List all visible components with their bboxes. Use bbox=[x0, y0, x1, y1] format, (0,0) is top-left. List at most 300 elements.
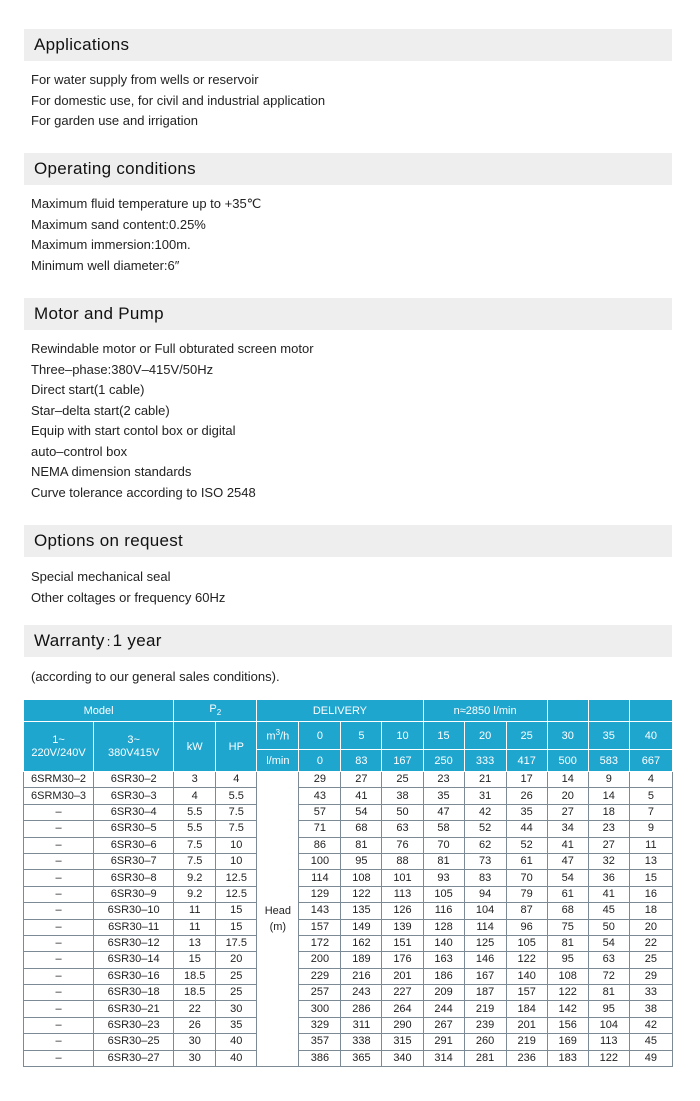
head-value-cell: 54 bbox=[341, 804, 382, 820]
head-value-cell: 95 bbox=[547, 952, 588, 968]
motor-list bbox=[31, 339, 314, 503]
flow-m3h: 0 bbox=[299, 722, 341, 750]
head-value-cell: 122 bbox=[547, 985, 588, 1001]
head-value-cell: 38 bbox=[382, 788, 423, 804]
hp-cell: 17.5 bbox=[216, 935, 257, 951]
header-blank bbox=[547, 700, 588, 722]
model-3ph-cell: 6SR30–21 bbox=[94, 1001, 174, 1017]
flow-lmin: 333 bbox=[464, 750, 506, 772]
model-3ph-cell: 6SR30–16 bbox=[94, 968, 174, 984]
kw-cell: 30 bbox=[174, 1050, 216, 1066]
list-item: Maximum immersion:100m. bbox=[31, 237, 191, 252]
head-value-cell: 315 bbox=[382, 1034, 423, 1050]
list-item: Three–phase:380V–415V/50Hz bbox=[31, 361, 214, 377]
warranty-title: Warranty bbox=[34, 631, 105, 650]
head-value-cell: 157 bbox=[299, 919, 341, 935]
kw-cell: 5.5 bbox=[174, 804, 216, 820]
list-item: NEMA dimension standards bbox=[31, 464, 192, 479]
head-value-cell: 365 bbox=[341, 1050, 382, 1066]
flow-m3h: 15 bbox=[423, 722, 464, 750]
flow-m3h: 25 bbox=[506, 722, 547, 750]
head-label: Head bbox=[264, 905, 291, 918]
head-value-cell: 88 bbox=[382, 853, 423, 869]
head-value-cell: 81 bbox=[547, 935, 588, 951]
head-value-cell: 68 bbox=[547, 903, 588, 919]
table-row bbox=[24, 837, 673, 853]
head-value-cell: 340 bbox=[382, 1050, 423, 1066]
head-value-cell: 31 bbox=[464, 788, 506, 804]
head-value-cell: 140 bbox=[423, 935, 464, 951]
head-value-cell: 83 bbox=[464, 870, 506, 886]
list-item: Maximum sand content:0.25% bbox=[31, 216, 206, 232]
hp-cell: 10 bbox=[216, 837, 257, 853]
head-value-cell: 219 bbox=[506, 1034, 547, 1050]
table-row bbox=[24, 1034, 673, 1050]
head-value-cell: 93 bbox=[423, 870, 464, 886]
head-unit: (m) bbox=[269, 921, 287, 934]
head-value-cell: 201 bbox=[382, 968, 423, 984]
head-value-cell: 61 bbox=[506, 853, 547, 869]
head-value-cell: 125 bbox=[464, 935, 506, 951]
flow-m3h: 5 bbox=[341, 722, 382, 750]
head-value-cell: 290 bbox=[382, 1017, 423, 1033]
kw-cell: 7.5 bbox=[174, 837, 216, 853]
head-value-cell: 357 bbox=[299, 1034, 341, 1050]
head-value-cell: 169 bbox=[547, 1034, 588, 1050]
head-value-cell: 128 bbox=[423, 919, 464, 935]
head-value-cell: 157 bbox=[506, 985, 547, 1001]
hp-cell: 30 bbox=[216, 1001, 257, 1017]
head-value-cell: 18 bbox=[629, 903, 672, 919]
applications-title: Applications bbox=[34, 35, 130, 54]
head-value-cell: 14 bbox=[588, 788, 629, 804]
model-1ph-cell: – bbox=[24, 952, 94, 968]
hp-cell: 25 bbox=[216, 968, 257, 984]
head-value-cell: 38 bbox=[629, 1001, 672, 1017]
operating-header bbox=[24, 153, 672, 185]
head-value-cell: 47 bbox=[423, 804, 464, 820]
head-value-cell: 186 bbox=[423, 968, 464, 984]
flow-lmin: 250 bbox=[423, 750, 464, 772]
head-value-cell: 219 bbox=[464, 1001, 506, 1017]
head-value-cell: 50 bbox=[588, 919, 629, 935]
head-value-cell: 35 bbox=[506, 804, 547, 820]
head-value-cell: 41 bbox=[588, 886, 629, 902]
head-value-cell: 9 bbox=[588, 772, 629, 788]
model-1ph-cell: – bbox=[24, 821, 94, 837]
model-3ph-cell: 6SR30–18 bbox=[94, 985, 174, 1001]
hp-cell: 35 bbox=[216, 1017, 257, 1033]
head-value-cell: 163 bbox=[423, 952, 464, 968]
options-list bbox=[31, 567, 225, 608]
kw-header: kW bbox=[174, 722, 216, 772]
model-3ph-cell: 6SR30–23 bbox=[94, 1017, 174, 1033]
head-unit-cell bbox=[257, 772, 299, 1067]
table-row bbox=[24, 968, 673, 984]
model-1ph-cell: – bbox=[24, 1001, 94, 1017]
flow-m3h: 35 bbox=[588, 722, 629, 750]
list-item: For domestic use, for civil and industrial application bbox=[31, 92, 326, 108]
hp-cell: 7.5 bbox=[216, 821, 257, 837]
kw-cell: 15 bbox=[174, 952, 216, 968]
model-3ph-cell: 6SR30–25 bbox=[94, 1034, 174, 1050]
head-value-cell: 113 bbox=[588, 1034, 629, 1050]
hp-cell: 12.5 bbox=[216, 870, 257, 886]
head-value-cell: 311 bbox=[341, 1017, 382, 1033]
delivery-header: DELIVERY bbox=[257, 700, 423, 722]
head-value-cell: 45 bbox=[588, 903, 629, 919]
hp-cell: 7.5 bbox=[216, 804, 257, 820]
model-header: Model bbox=[24, 700, 174, 722]
head-value-cell: 227 bbox=[382, 985, 423, 1001]
head-value-cell: 62 bbox=[464, 837, 506, 853]
list-item: Star–delta start(2 cable) bbox=[31, 402, 170, 418]
hp-cell: 40 bbox=[216, 1034, 257, 1050]
head-value-cell: 14 bbox=[547, 772, 588, 788]
head-value-cell: 129 bbox=[299, 886, 341, 902]
model-3ph-cell: 6SR30–10 bbox=[94, 903, 174, 919]
head-value-cell: 172 bbox=[299, 935, 341, 951]
head-value-cell: 201 bbox=[506, 1017, 547, 1033]
hp-cell: 40 bbox=[216, 1050, 257, 1066]
table-row bbox=[24, 788, 673, 804]
head-value-cell: 95 bbox=[341, 853, 382, 869]
head-value-cell: 57 bbox=[299, 804, 341, 820]
head-value-cell: 54 bbox=[547, 870, 588, 886]
head-value-cell: 126 bbox=[382, 903, 423, 919]
head-value-cell: 291 bbox=[423, 1034, 464, 1050]
model-1ph-cell: – bbox=[24, 853, 94, 869]
head-value-cell: 286 bbox=[341, 1001, 382, 1017]
model-3ph-cell: 6SR30–2 bbox=[94, 772, 174, 788]
head-value-cell: 105 bbox=[506, 935, 547, 951]
kw-cell: 3 bbox=[174, 772, 216, 788]
head-value-cell: 41 bbox=[547, 837, 588, 853]
operating-title: Operating conditions bbox=[34, 159, 196, 178]
head-value-cell: 386 bbox=[299, 1050, 341, 1066]
head-value-cell: 63 bbox=[382, 821, 423, 837]
head-value-cell: 142 bbox=[547, 1001, 588, 1017]
flow-m3h: 20 bbox=[464, 722, 506, 750]
hp-cell: 15 bbox=[216, 919, 257, 935]
table-row bbox=[24, 1050, 673, 1066]
kw-cell: 22 bbox=[174, 1001, 216, 1017]
head-value-cell: 27 bbox=[588, 837, 629, 853]
head-value-cell: 187 bbox=[464, 985, 506, 1001]
kw-cell: 9.2 bbox=[174, 886, 216, 902]
head-value-cell: 229 bbox=[299, 968, 341, 984]
model-3ph-cell: 6SR30–5 bbox=[94, 821, 174, 837]
head-value-cell: 4 bbox=[629, 772, 672, 788]
flow-lmin: 417 bbox=[506, 750, 547, 772]
single-phase-header: 1~ 220V/240V bbox=[24, 722, 94, 772]
motor-title: Motor and Pump bbox=[34, 304, 164, 323]
head-value-cell: 176 bbox=[382, 952, 423, 968]
warranty-header bbox=[24, 625, 672, 657]
hp-header: HP bbox=[216, 722, 257, 772]
head-value-cell: 81 bbox=[588, 985, 629, 1001]
head-value-cell: 70 bbox=[423, 837, 464, 853]
model-1ph-cell: – bbox=[24, 870, 94, 886]
flow-m3h: 40 bbox=[629, 722, 672, 750]
head-value-cell: 105 bbox=[423, 886, 464, 902]
head-value-cell: 72 bbox=[588, 968, 629, 984]
flow-lmin: 0 bbox=[299, 750, 341, 772]
head-value-cell: 236 bbox=[506, 1050, 547, 1066]
flow-lmin: 583 bbox=[588, 750, 629, 772]
head-value-cell: 15 bbox=[629, 870, 672, 886]
list-item: Equip with start contol box or digital bbox=[31, 423, 236, 438]
head-value-cell: 244 bbox=[423, 1001, 464, 1017]
model-1ph-cell: – bbox=[24, 935, 94, 951]
warranty-title-separator: : bbox=[106, 634, 111, 649]
list-item: Direct start(1 cable) bbox=[31, 382, 145, 397]
head-value-cell: 260 bbox=[464, 1034, 506, 1050]
head-value-cell: 101 bbox=[382, 870, 423, 886]
head-value-cell: 94 bbox=[464, 886, 506, 902]
head-value-cell: 183 bbox=[547, 1050, 588, 1066]
head-value-cell: 104 bbox=[588, 1017, 629, 1033]
table-row bbox=[24, 935, 673, 951]
head-value-cell: 139 bbox=[382, 919, 423, 935]
list-item: Minimum well diameter:6″ bbox=[31, 257, 180, 273]
head-value-cell: 22 bbox=[629, 935, 672, 951]
table-row bbox=[24, 804, 673, 820]
head-value-cell: 17 bbox=[506, 772, 547, 788]
kw-cell: 5.5 bbox=[174, 821, 216, 837]
head-value-cell: 267 bbox=[423, 1017, 464, 1033]
model-3ph-cell: 6SR30–4 bbox=[94, 804, 174, 820]
head-value-cell: 96 bbox=[506, 919, 547, 935]
head-value-cell: 104 bbox=[464, 903, 506, 919]
head-value-cell: 63 bbox=[588, 952, 629, 968]
head-value-cell: 156 bbox=[547, 1017, 588, 1033]
head-value-cell: 54 bbox=[588, 935, 629, 951]
flow-lmin: 167 bbox=[382, 750, 423, 772]
table-row bbox=[24, 870, 673, 886]
model-3ph-cell: 6SR30–12 bbox=[94, 935, 174, 951]
head-value-cell: 58 bbox=[423, 821, 464, 837]
hp-cell: 5.5 bbox=[216, 788, 257, 804]
head-value-cell: 151 bbox=[382, 935, 423, 951]
head-value-cell: 114 bbox=[299, 870, 341, 886]
head-value-cell: 35 bbox=[423, 788, 464, 804]
head-value-cell: 61 bbox=[547, 886, 588, 902]
list-item: Maximum fluid temperature up to +35℃ bbox=[31, 196, 262, 211]
warranty-title-value: 1 year bbox=[112, 631, 162, 650]
header-blank bbox=[629, 700, 672, 722]
head-value-cell: 52 bbox=[464, 821, 506, 837]
head-value-cell: 239 bbox=[464, 1017, 506, 1033]
hp-cell: 4 bbox=[216, 772, 257, 788]
kw-cell: 30 bbox=[174, 1034, 216, 1050]
model-1ph-cell: – bbox=[24, 1034, 94, 1050]
model-1ph-cell: – bbox=[24, 968, 94, 984]
table-row bbox=[24, 985, 673, 1001]
head-value-cell: 21 bbox=[464, 772, 506, 788]
head-value-cell: 25 bbox=[629, 952, 672, 968]
model-3ph-cell: 6SR30–3 bbox=[94, 788, 174, 804]
head-value-cell: 81 bbox=[341, 837, 382, 853]
head-value-cell: 27 bbox=[341, 772, 382, 788]
head-value-cell: 36 bbox=[588, 870, 629, 886]
head-value-cell: 49 bbox=[629, 1050, 672, 1066]
head-value-cell: 140 bbox=[506, 968, 547, 984]
kw-cell: 18.5 bbox=[174, 985, 216, 1001]
hp-cell: 12.5 bbox=[216, 886, 257, 902]
options-header bbox=[24, 525, 672, 557]
table-row bbox=[24, 821, 673, 837]
head-value-cell: 41 bbox=[341, 788, 382, 804]
head-value-cell: 23 bbox=[588, 821, 629, 837]
model-1ph-cell: – bbox=[24, 886, 94, 902]
head-value-cell: 200 bbox=[299, 952, 341, 968]
table-row bbox=[24, 952, 673, 968]
head-value-cell: 25 bbox=[382, 772, 423, 788]
table-row bbox=[24, 919, 673, 935]
kw-cell: 26 bbox=[174, 1017, 216, 1033]
kw-cell: 9.2 bbox=[174, 870, 216, 886]
applications-list bbox=[31, 70, 325, 132]
kw-cell: 4 bbox=[174, 788, 216, 804]
table-body bbox=[24, 772, 673, 1067]
head-value-cell: 13 bbox=[629, 853, 672, 869]
flow-m3h: 10 bbox=[382, 722, 423, 750]
head-value-cell: 257 bbox=[299, 985, 341, 1001]
power-header: $P_2$ bbox=[174, 700, 257, 722]
kw-cell: 7.5 bbox=[174, 853, 216, 869]
head-value-cell: 20 bbox=[547, 788, 588, 804]
head-value-cell: 71 bbox=[299, 821, 341, 837]
head-value-cell: 135 bbox=[341, 903, 382, 919]
motor-header bbox=[24, 298, 672, 330]
performance-table bbox=[23, 699, 673, 1067]
table-row bbox=[24, 772, 673, 788]
model-1ph-cell: 6SRM30–2 bbox=[24, 772, 94, 788]
list-item: auto–control box bbox=[31, 443, 128, 459]
head-value-cell: 86 bbox=[299, 837, 341, 853]
flow-lmin: 500 bbox=[547, 750, 588, 772]
head-value-cell: 189 bbox=[341, 952, 382, 968]
model-1ph-cell: – bbox=[24, 919, 94, 935]
table-row bbox=[24, 853, 673, 869]
head-value-cell: 9 bbox=[629, 821, 672, 837]
head-value-cell: 116 bbox=[423, 903, 464, 919]
warranty-list bbox=[31, 667, 280, 688]
head-value-cell: 34 bbox=[547, 821, 588, 837]
head-value-cell: 184 bbox=[506, 1001, 547, 1017]
kw-cell: 11 bbox=[174, 919, 216, 935]
model-3ph-cell: 6SR30–14 bbox=[94, 952, 174, 968]
head-value-cell: 209 bbox=[423, 985, 464, 1001]
head-value-cell: 281 bbox=[464, 1050, 506, 1066]
head-value-cell: 52 bbox=[506, 837, 547, 853]
model-1ph-cell: 6SRM30–3 bbox=[24, 788, 94, 804]
head-value-cell: 114 bbox=[464, 919, 506, 935]
speed-header: n≈2850 l/min bbox=[423, 700, 547, 722]
head-value-cell: 314 bbox=[423, 1050, 464, 1066]
flow-lmin: 83 bbox=[341, 750, 382, 772]
head-value-cell: 75 bbox=[547, 919, 588, 935]
model-1ph-cell: – bbox=[24, 837, 94, 853]
head-value-cell: 143 bbox=[299, 903, 341, 919]
head-value-cell: 42 bbox=[464, 804, 506, 820]
head-value-cell: 43 bbox=[299, 788, 341, 804]
head-value-cell: 11 bbox=[629, 837, 672, 853]
head-value-cell: 47 bbox=[547, 853, 588, 869]
operating-list bbox=[31, 194, 261, 276]
model-3ph-cell: 6SR30–27 bbox=[94, 1050, 174, 1066]
head-value-cell: 122 bbox=[506, 952, 547, 968]
hp-cell: 20 bbox=[216, 952, 257, 968]
model-3ph-cell: 6SR30–6 bbox=[94, 837, 174, 853]
kw-cell: 18.5 bbox=[174, 968, 216, 984]
head-value-cell: 100 bbox=[299, 853, 341, 869]
head-value-cell: 122 bbox=[341, 886, 382, 902]
applications-header bbox=[24, 29, 672, 61]
head-value-cell: 113 bbox=[382, 886, 423, 902]
head-value-cell: 76 bbox=[382, 837, 423, 853]
list-item: (according to our general sales conditions). bbox=[31, 669, 280, 684]
head-value-cell: 16 bbox=[629, 886, 672, 902]
options-title: Options on request bbox=[34, 531, 184, 550]
head-value-cell: 300 bbox=[299, 1001, 341, 1017]
head-value-cell: 68 bbox=[341, 821, 382, 837]
head-value-cell: 33 bbox=[629, 985, 672, 1001]
head-value-cell: 32 bbox=[588, 853, 629, 869]
head-value-cell: 146 bbox=[464, 952, 506, 968]
table-row bbox=[24, 886, 673, 902]
head-value-cell: 81 bbox=[423, 853, 464, 869]
head-value-cell: 23 bbox=[423, 772, 464, 788]
head-value-cell: 216 bbox=[341, 968, 382, 984]
list-item: Rewindable motor or Full obturated screen motor bbox=[31, 341, 314, 356]
model-1ph-cell: – bbox=[24, 903, 94, 919]
head-value-cell: 73 bbox=[464, 853, 506, 869]
kw-cell: 11 bbox=[174, 903, 216, 919]
flow-m3h: 30 bbox=[547, 722, 588, 750]
flow-lmin: 667 bbox=[629, 750, 672, 772]
table-row bbox=[24, 903, 673, 919]
list-item: Special mechanical seal bbox=[31, 569, 171, 584]
model-1ph-cell: – bbox=[24, 985, 94, 1001]
head-value-cell: 122 bbox=[588, 1050, 629, 1066]
model-1ph-cell: – bbox=[24, 804, 94, 820]
hp-cell: 15 bbox=[216, 903, 257, 919]
list-item: For water supply from wells or reservoir bbox=[31, 72, 259, 87]
table-row bbox=[24, 1017, 673, 1033]
head-value-cell: 95 bbox=[588, 1001, 629, 1017]
head-value-cell: 44 bbox=[506, 821, 547, 837]
head-value-cell: 70 bbox=[506, 870, 547, 886]
head-value-cell: 108 bbox=[547, 968, 588, 984]
head-value-cell: 87 bbox=[506, 903, 547, 919]
head-value-cell: 338 bbox=[341, 1034, 382, 1050]
list-item: Curve tolerance according to ISO 2548 bbox=[31, 484, 256, 500]
head-value-cell: 149 bbox=[341, 919, 382, 935]
unit-lmin: l/min bbox=[257, 750, 299, 772]
model-3ph-cell: 6SR30–11 bbox=[94, 919, 174, 935]
header-blank bbox=[588, 700, 629, 722]
head-value-cell: 5 bbox=[629, 788, 672, 804]
head-value-cell: 50 bbox=[382, 804, 423, 820]
head-value-cell: 29 bbox=[629, 968, 672, 984]
list-item: Other coltages or frequency 60Hz bbox=[31, 589, 226, 605]
table-row bbox=[24, 1001, 673, 1017]
head-value-cell: 264 bbox=[382, 1001, 423, 1017]
model-3ph-cell: 6SR30–7 bbox=[94, 853, 174, 869]
head-value-cell: 29 bbox=[299, 772, 341, 788]
